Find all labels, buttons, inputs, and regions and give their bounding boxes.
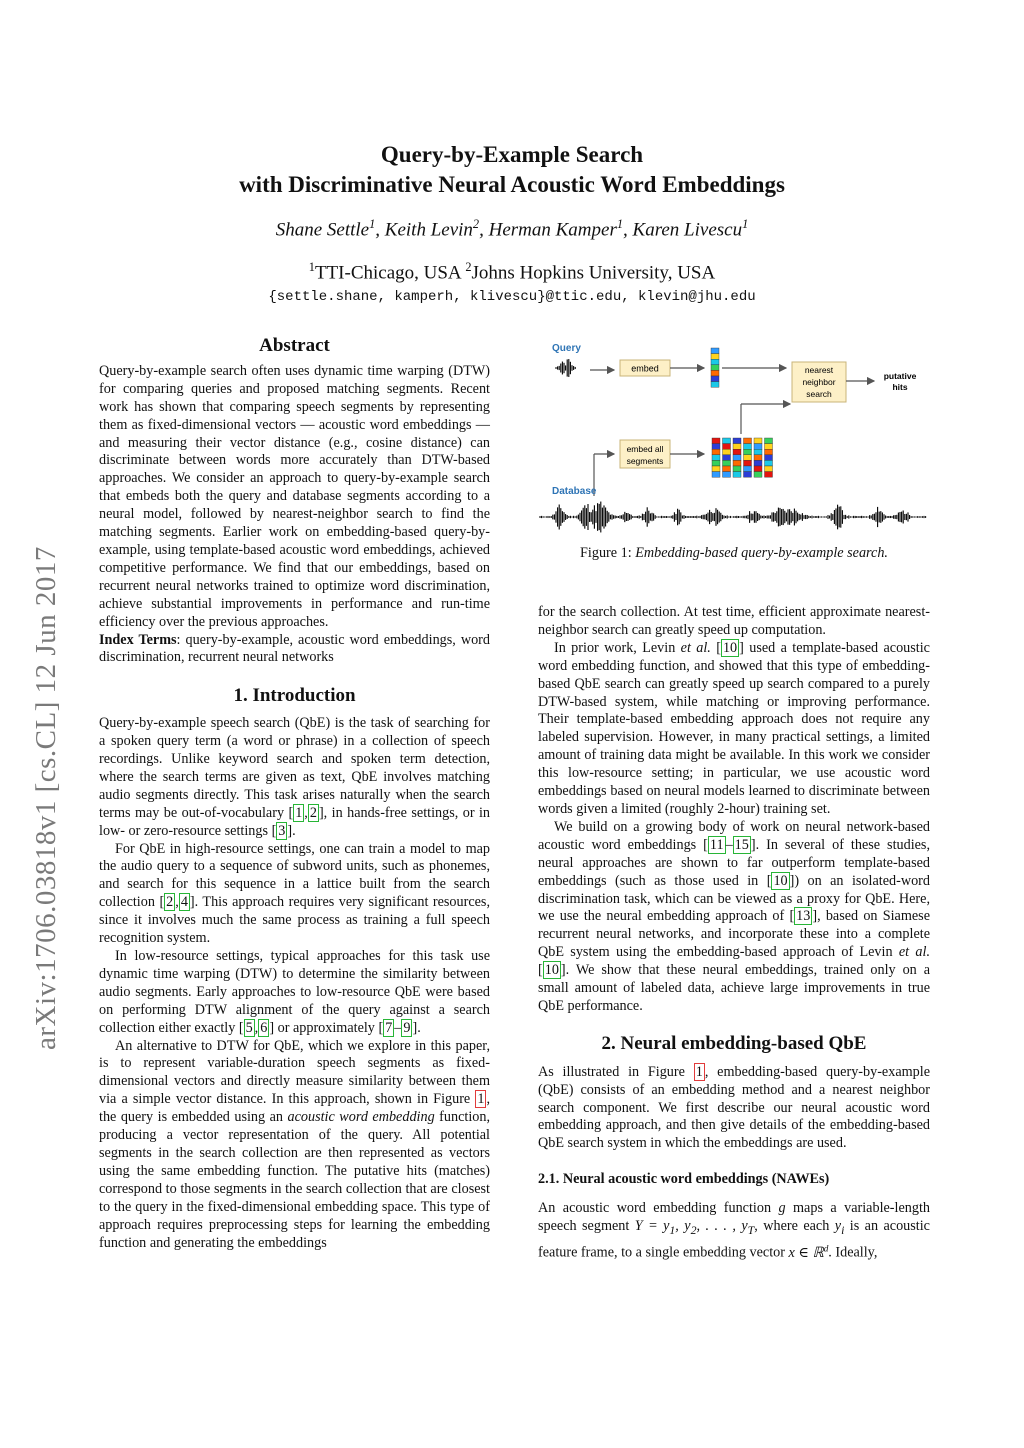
text-run: ) on an isolated-word discrimination task, which can be viewed as a proxy for QbE. Here, we use the neural embedding approach of [538, 872, 930, 925]
query-label: Query [552, 343, 581, 354]
author-emails: {settle.shane, kamperh, klivescu}@ttic.edu, klevin@jhu.edu [268, 289, 756, 305]
math-expression [788, 1242, 829, 1261]
emphasis-text: et al. [898, 944, 930, 961]
index-terms-label: Index Terms [99, 631, 177, 648]
author-name: Keith Levin [384, 219, 473, 241]
citation-link[interactable]: 7 [385, 1019, 393, 1036]
embedding-cell [733, 472, 741, 478]
putative-hits-line-1: putative [883, 371, 917, 381]
right-column [538, 604, 930, 1262]
embedding-cell [711, 370, 719, 376]
embedding-cell [711, 382, 719, 388]
right-paragraph-5 [538, 1200, 930, 1262]
text-run: maps a variable-length speech segment [538, 1200, 930, 1235]
text-run: In low-resource settings, typical approaches for this task use dynamic time warping (DTW) to determine the similarity between audio segments. Early approaches to low-resource QbE were based on performing DTW alignment of the query against a search collection either exactly [99, 948, 490, 1036]
text-run: . This approach requires very significant resources, since it involves much the same process as training a full speech recognition system. [99, 894, 490, 947]
embedding-cell [765, 444, 773, 450]
abstract-body: Query-by-example search often uses dynamic time warping (DTW) for comparing queries and proposed matching segments. Recent work has shown that comparing speech segments by representing them as fixed-dimensional vectors — acoustic word embeddings — and measuring their vector distance (e.g., cosine distance) can discriminate between words more accurately than DTW-based approaches. We consider an approach to query-by-example search that embeds both the query and database segments according to a neural model, followed by nearest-neighbor search to find the matching segments. Earlier work on embedding-based query-by-example, using template-based acoustic word embeddings, achieved competitive performance. We find that our embeddings, based on recurrent neural networks trained to optimize word discrimination, achieve substantial improvements in performance and run-time efficiency over the previous approaches. [99, 362, 490, 630]
citation-link[interactable]: 4 [180, 894, 188, 911]
nn-label-line-3: search [806, 389, 832, 399]
math-subscript: T [747, 1222, 755, 1237]
citation-link[interactable]: 2 [309, 804, 317, 821]
intro-paragraph-4 [99, 1038, 490, 1253]
math-part: , . . . , y [696, 1218, 748, 1235]
text-run: is an acoustic feature frame, to a single embedding vector [538, 1218, 930, 1261]
embedding-cell [765, 438, 773, 444]
title-line-2: with Discriminative Neural Acoustic Word Embeddings [239, 172, 785, 197]
text-run: or approximately [274, 1019, 379, 1036]
text-run: function, producing a vector representation of the query. All potential segments in the search collection are then represented as vectors using the same embedding function. The putative hits (matches) correspond to those segments in the search collection that are closest to the query in the fixed-dimensional embedding space. This type of approach requires preprocessing steps for learning the embedding function and generating the embeddings [99, 1109, 490, 1251]
caption-prefix: Figure 1: [580, 545, 636, 561]
citation-link[interactable]: 11 [709, 836, 724, 853]
text-run: An alternative to DTW for QbE, which we explore in this paper, is to represent variable-duration speech segments as fixed-dimensional vectors and directly measure similarity between them via a simple vector distance. In this approach, shown in Figure [99, 1037, 490, 1108]
embedding-cell [754, 472, 762, 478]
embedding-cell [733, 460, 741, 466]
embedding-cell [744, 444, 752, 450]
text-run: In prior work, Levin [554, 639, 681, 656]
embedding-cell [765, 466, 773, 472]
embedding-cell [711, 365, 719, 371]
author-name: Karen Livescu [632, 219, 743, 241]
text-run: . We show that these neural embeddings, trained only on a small amount of labeled data, achieve large improvements in true QbE performance. [538, 962, 930, 1014]
text-run: . Ideally, [828, 1244, 878, 1261]
text-run: . [292, 822, 296, 839]
right-paragraph-4 [538, 1064, 930, 1154]
text-run: We build on a growing body of work on neural network-based acoustic word embeddings [538, 818, 930, 853]
embedding-cell [765, 460, 773, 466]
query-waveform [556, 359, 575, 377]
database-label: Database [552, 486, 597, 497]
right-paragraph-2: In prior work, Levin et al. [ 10 ] used a template-based acoustic word embedding function, and showed that this type of embedding-based QbE search can greatly speed up search compared to a purely DTW-based system, while matching or improving performance. Their template-based embedding approach does not require any labeled supervision. However, in many practical settings, a limited amount of training data might be available. In this work we consider this low-resource setting; in particular, we use acoustic word embeddings based on neural models learned to discriminate between words given a limited (roughly 2-hour) training set. [538, 639, 930, 817]
embedding-cell [754, 449, 762, 455]
abstract-heading: Abstract [259, 335, 330, 356]
query-embedding-vector [711, 348, 719, 387]
embedding-cell [744, 455, 752, 461]
embedding-cell [712, 466, 720, 472]
citation-link[interactable]: 9 [403, 1019, 411, 1036]
embedding-cell [712, 472, 720, 478]
right-paragraph-3: We build on a growing body of work on neural network-based acoustic word embeddings [ 11 – 15 ]. In several of these studies, neural approaches are shown to far outperform template-based embeddings (such as those used in [ 10 ]) on an isolated-word discrimination task, which can be viewed as a proxy for QbE. Here, we use the neural embedding approach of [ 13 ], based on Siamese recurrent neural networks, and incorporate these into a complete QbE system using the embedding-based approach of Levin et al. [ 10 ]. We show that these neural embeddings, trained only on a small amount of labeled data, achieve large improvements in true QbE performance. [538, 818, 930, 1014]
math-subscript: i [841, 1222, 845, 1237]
author-affiliation-mark: 1 [742, 217, 749, 231]
citation-link[interactable]: 2 [166, 894, 174, 911]
figure-1-diagram [538, 336, 930, 536]
embedding-cell [754, 455, 762, 461]
embedding-cell [711, 376, 719, 382]
embedding-cell [711, 348, 719, 354]
author-affiliation-mark: 1 [369, 217, 376, 231]
text-run: , embedding-based query-by-example (QbE) consists of an embedding method and a nearest neighbor search component. We first describe our neural acoustic word embedding approach, and then give details of the embedding-based QbE search system in which the embeddings are used. [538, 1063, 930, 1152]
embedding-cell [712, 438, 720, 444]
author-name: Herman Kamper [488, 219, 617, 241]
embedding-cell [733, 449, 741, 455]
embedding-cell [711, 354, 719, 360]
putative-hits-line-2: hits [892, 382, 908, 392]
affiliation-number: 2 [465, 260, 472, 274]
index-terms-list: : query-by-example, acoustic word embeddings, word discrimination, recurrent neural networks [99, 631, 490, 666]
embedding-cell [744, 466, 752, 472]
embed-label: embed [631, 363, 659, 374]
text-run: , based on Siamese recurrent neural networks, and incorporate these into a complete QbE system using the embedding-based approach of Levin [538, 908, 930, 961]
math-part: Y = y [634, 1218, 670, 1235]
intro-paragraph-2: For QbE in high-resource settings, one can train a model to map the audio query to a sequence of subword units, such as phonemes, and search for this sequence in a lattice built from the search collection [ 2 , 4 ]. This approach requires very significant resources, since it involves much the same process as training a full speech recognition system. [99, 840, 490, 947]
embedding-cell [733, 438, 741, 444]
embedding-cell [754, 466, 762, 472]
title-line-1: Query-by-Example Search [380, 142, 644, 167]
citation-link[interactable]: 10 [722, 639, 738, 656]
text-run: . In several of these studies, neural approaches are shown to far outperform template-based embeddings (such as those used in [538, 836, 930, 889]
embedding-cell [723, 444, 731, 450]
right-paragraph-1: for the search collection. At test time, efficient approximate nearest-neighbor search can greatly speed up computation. [538, 604, 930, 638]
text-run: , where each [754, 1218, 835, 1235]
text-run: , the query is embedded using an [99, 1091, 490, 1126]
embedding-cell [723, 455, 731, 461]
nn-label-line-1: nearest [804, 365, 834, 375]
database-waveform [540, 502, 926, 533]
embedding-cell [744, 472, 752, 478]
embedding-cell [754, 438, 762, 444]
math-symbol: g [778, 1200, 786, 1217]
embed-all-line-1: embed all [626, 444, 664, 454]
citation-link[interactable]: 15 [734, 836, 749, 853]
embedding-cell [733, 455, 741, 461]
subsection-2-1-heading: 2.1. Neural acoustic word embeddings (NAWEs) [538, 1171, 830, 1188]
citation-link[interactable]: 10 [544, 962, 559, 979]
author-affiliation-mark: 2 [472, 217, 480, 231]
affiliations [0, 260, 1024, 284]
intro-paragraph-3: In low-resource settings, typical approaches for this task use dynamic time warping (DTW) to determine the similarity between audio segments. Early approaches to low-resource QbE were based on performing DTW alignment of the query against a search collection either exactly [ 5 , 6 ] or approximately [ 7 – 9 ]. [99, 948, 490, 1036]
citation-link[interactable]: 3 [278, 822, 286, 839]
left-column [99, 337, 490, 1252]
author-affiliation-mark: 1 [616, 217, 624, 231]
embedding-cell [711, 359, 719, 365]
math-superscript: d [823, 1242, 829, 1253]
math-part: y [834, 1218, 842, 1235]
figure-reference-link[interactable]: 1 [695, 1063, 703, 1080]
embedding-cell [765, 449, 773, 455]
author-name: Shane Settle [275, 219, 370, 241]
citation-link[interactable]: 13 [796, 908, 811, 925]
citation-link[interactable]: 5 [245, 1019, 253, 1036]
math-part: x ∈ ℝ [788, 1244, 824, 1261]
embedding-cell [765, 472, 773, 478]
text-run: An acoustic word embedding function [538, 1200, 779, 1217]
embedding-cell [712, 444, 720, 450]
affiliation-number: 1 [308, 260, 315, 274]
embedding-cell [744, 449, 752, 455]
author-list: Shane Settle$^1$, Keith Levin$^2$, Herman Kamper$^1$, Karen Livescu$^1$ [275, 217, 749, 241]
text-run: For QbE in high-resource settings, one can train a model to map the audio query to a sequence of subword units, such as phonemes, and search for this sequence in a lattice built from the search collection [99, 840, 490, 911]
embedding-cell [733, 466, 741, 472]
citation-link[interactable]: 10 [773, 872, 788, 889]
caption-text: Embedding-based query-by-example search. [635, 545, 888, 561]
embedding-cell [754, 444, 762, 450]
paper-title [0, 140, 1024, 200]
index-terms [99, 632, 490, 668]
intro-paragraph-1: Query-by-example speech search (QbE) is the task of searching for a spoken query term (a word or phrase) in a collection of speech recordings. Unlike keyword search and spoken term detection, where the search terms are given as text, QbE involves matching audio segments directly. This task arises naturally when the search terms may be out-of-vocabulary [ 1 , 2 ], in hands-free settings, or in low- or zero-resource settings [ 3 ]. [99, 715, 491, 839]
embedding-cell [754, 460, 762, 466]
embedding-cell [723, 460, 731, 466]
introduction-heading: 1. Introduction [233, 685, 356, 707]
math-subscript: 1 [669, 1222, 676, 1237]
citation-link[interactable]: 6 [260, 1019, 268, 1036]
embedding-cell [712, 455, 720, 461]
embedding-cell [723, 466, 731, 472]
embedding-cell [712, 460, 720, 466]
embedding-cell [733, 444, 741, 450]
embedding-cell [744, 460, 752, 466]
affiliation-text: Johns Hopkins University, USA [471, 262, 716, 284]
text-run: As illustrated in Figure [538, 1063, 694, 1080]
figure-1-caption [538, 545, 930, 562]
embedding-cell [744, 438, 752, 444]
embedding-cell [723, 438, 731, 444]
emphasis-text: et al. [680, 639, 711, 656]
math-subscript: 2 [690, 1222, 697, 1237]
section-2-heading: 2. Neural embedding-based QbE [601, 1032, 867, 1054]
embedding-cell [712, 449, 720, 455]
citation-link[interactable]: 1 [295, 804, 303, 821]
text-run: , in hands-free settings, or in low- or zero-resource settings [99, 804, 491, 839]
database-embedding-vectors [712, 438, 773, 477]
figure-reference-link[interactable]: 1 [477, 1091, 485, 1108]
math-part: , y [675, 1218, 691, 1235]
math-expression [634, 1218, 755, 1237]
text-run: . [417, 1019, 421, 1036]
embedding-cell [723, 449, 731, 455]
embedding-cell [765, 455, 773, 461]
affiliation-text: TTI-Chicago, USA [314, 262, 466, 284]
emphasis-text: acoustic word embedding [287, 1109, 435, 1126]
embed-all-line-2: segments [626, 456, 664, 466]
nn-label-line-2: neighbor [802, 377, 836, 387]
arxiv-identifier: arXiv:1706.03818v1 [cs.CL] 12 Jun 2017 [30, 546, 62, 1050]
text-run: Query-by-example speech search (QbE) is the task of searching for a spoken query term (a word or phrase) in a collection of speech recordings. Unlike keyword search and spoken term detection, where the search terms are given as text, QbE involves matching audio segments directly. This task arises naturally when the search terms may be out-of-vocabulary [99, 715, 490, 821]
math-expression [834, 1218, 845, 1237]
text-run: used a template-based acoustic word embedding function, and showed that this type of embedding-based QbE search can greatly speed up search compared to a purely DTW-based system, while matching or improving performance. Their template-based embedding approach does not require any labeled supervision. However, in many practical settings, a limited amount of training data might be available. In this work we consider this low-resource setting; in particular, we use acoustic word embeddings based on neural models learned to discriminate between words given a limited (roughly 2-hour) training set. [538, 639, 930, 817]
embedding-cell [723, 472, 731, 478]
